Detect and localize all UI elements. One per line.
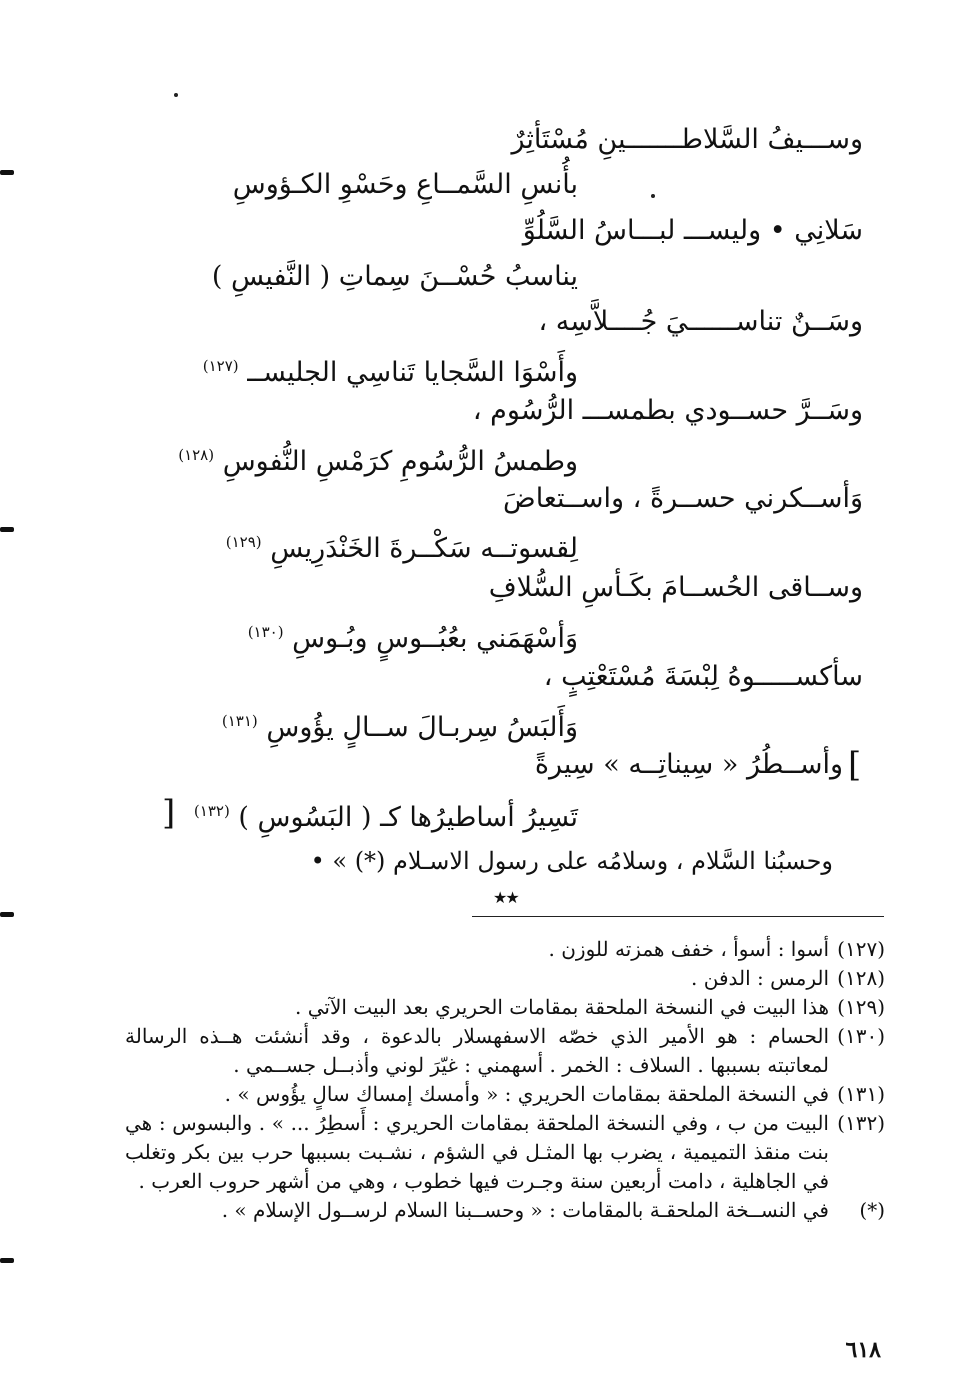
footnote-number: (١٣١) [837, 1082, 885, 1106]
section-stars: ★★ [493, 888, 518, 907]
footnote-ref[interactable]: (١٣٢) [193, 802, 230, 820]
verse-line: وســـيفُ السَّلاطـــــــينِ مُسْتَأثِرٌ [511, 124, 863, 155]
verse-line: وأَسْوَا السَّجايا تَناسِي الجليســ $^{(١٢٧)}$ [202, 357, 578, 388]
verse-line: وَأســكرني حســرةً ، واســتعاضَ [503, 483, 863, 514]
footnote-separator [472, 916, 884, 917]
verse-line: وَأَلبَسُ سِربـالَ ســالٍ يؤُوسِ $^{(١٣١)}$ [221, 712, 578, 743]
footnote-item [125, 1109, 885, 1196]
verse-line: وطمسُ الرُّسُومِ كرَمْسِ النُّفوسِ $^{(١٢٨)}$ [178, 446, 578, 477]
page-number: ٦١٨ [845, 1337, 881, 1363]
footnote-ref[interactable]: (١٢٩) [225, 533, 262, 551]
footnote-item [125, 964, 885, 993]
closing-line: وحسبُنا السَّلام ، وسلامُه على رسول الاسـلام (*) » • [310, 847, 833, 875]
footnote-text: الحسام : هو الأمير الذي خصّه الاسفهسلار بالدعوة ، وقد أنشئت هــذه الرسالة لمعاتبته بسببها . السلاف : الخمر . أسهمني : غيّرَ لوني وأذبــل جســمي . [125, 1024, 829, 1077]
verse-line: يناسبُ حُسْــنَ سِماتِ ( النَّفيسِ ) [211, 261, 578, 292]
footnote-item [125, 935, 885, 964]
footnote-number: (١٢٩) [837, 995, 885, 1019]
footnote-ref[interactable]: (١٣٠) [247, 623, 284, 641]
footnote-text: في النســخة الملحقـة بالمقامات : « وحســبنا السلام لرســول الإسلام » . [221, 1198, 829, 1222]
footnote-item [125, 1080, 885, 1109]
stray-dot [174, 93, 178, 97]
footnote-text: البيت من ب ، وفي النسخة الملحقة بمقامات الحريري : أَسطِرُ ... » . والبسوس : هي بنت منقذ التميمية ، يضرب بها المثـل في الشؤم ، نشـبت بسببها حرب بين بكر وتغلب في الجاهلية ، دامت أربعين سنة وجـرت فيها خطوب ، وهي من أشهر حروب العرب . [125, 1111, 829, 1193]
verse-line: سأكســـــوهُ لِبْسَةَ مُسْتَعْتِبٍ ، [543, 661, 863, 692]
open-bracket: [ [848, 745, 862, 785]
footnote-text: في النسخة الملحقة بمقامات الحريري : « وأمسك إمساك سالٍ يؤُوس » . [224, 1082, 829, 1106]
footnote-text: أسوا : أسوأ ، خفف همزته للوزن . [548, 937, 829, 961]
footnote-ref[interactable]: (١٣١) [221, 712, 258, 730]
footnote-number: (*) [859, 1198, 885, 1222]
footnote-item [125, 1022, 885, 1080]
scan-edge-mark [0, 1258, 14, 1263]
footnote-number: (١٢٧) [837, 937, 885, 961]
footnote-number: (١٢٨) [837, 966, 885, 990]
stray-dot [651, 194, 655, 198]
scan-edge-mark [0, 170, 14, 175]
footnote-ref[interactable]: (١٢٧) [202, 357, 239, 375]
verse-line: وســاقى الحُســامَ بكَـأسِ السُّلافِ [488, 572, 863, 603]
footnote-number: (١٣٠) [837, 1024, 885, 1048]
footnote-text: الرمس : الدفن . [691, 966, 829, 990]
footnote-number: (١٣٢) [837, 1111, 885, 1135]
verse-line: بأُنسِ السَّمــاعِ وحَسْوِ الكـؤوسِ [232, 169, 578, 200]
footnotes [125, 935, 885, 1225]
footnote-item [125, 1196, 885, 1225]
close-bracket: ] [162, 793, 176, 833]
verse-line: وسَــرَّ حســودي بطمســـ الرُّسُوم ، [472, 395, 863, 426]
scan-edge-mark [0, 912, 14, 917]
scan-edge-mark [0, 527, 14, 532]
verse-line: وأســطُرُ « سِيناتِــه » سِيرةً [534, 749, 843, 780]
verse-line: وسَــنٌ تناســــــيَ جُــــلاَّسِه ، [538, 306, 863, 337]
verse-line: سَلانِي • وليســـ لبـــاسُ السَّلُوِّ [522, 215, 863, 246]
footnote-text: هذا البيت في النسخة الملحقة بمقامات الحريري بعد البيت الآتي . [295, 995, 829, 1019]
verse-line: لِقسوتــه سَكْــرةَ الخَنْدَرِيسِ $^{(١٢٩)}$ [225, 533, 578, 564]
footnote-item [125, 993, 885, 1022]
verse-line: وَأسْهَمَني بعُبُــوسٍ وبُـوسِ $^{(١٣٠)}$ [247, 623, 578, 654]
verse-line: تَسِيرُ أساطيرُها كـ ( البَسُوسِ ) $^{(١٣٢)}$ [193, 802, 578, 833]
footnote-ref[interactable]: (١٢٨) [178, 446, 215, 464]
